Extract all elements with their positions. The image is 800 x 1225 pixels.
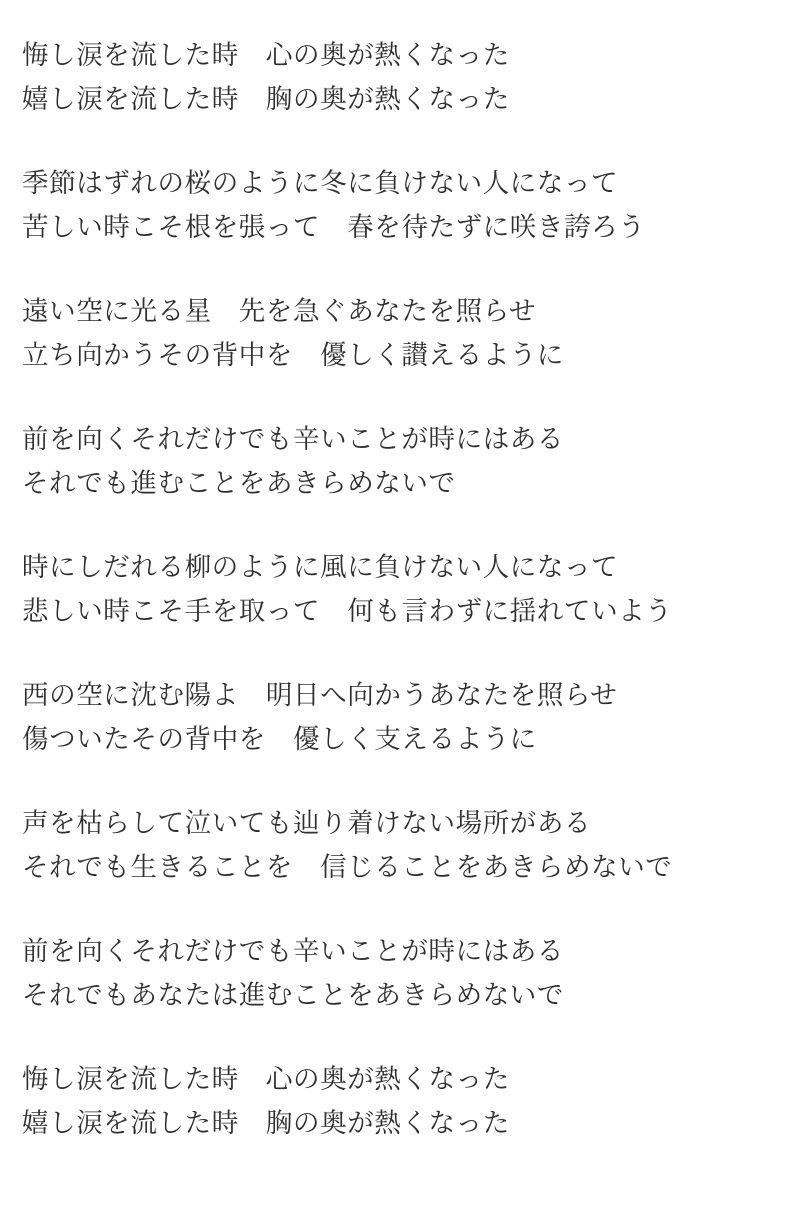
lyrics-line: 悔し涙を流した時 心の奥が熱くなった [22,40,510,71]
lyrics-stanza [22,290,778,378]
lyrics-stanza [22,418,778,506]
lyrics-stanza [22,802,778,890]
lyrics-line: 苦しい時こそ根を張って 春を待たずに咲き誇ろう [22,212,646,243]
lyrics-line: 西の空に沈む陽よ 明日へ向かうあなたを照らせ [22,680,618,711]
lyrics-stanza [22,34,778,122]
lyrics-stanza [22,162,778,250]
lyrics-stanza [22,930,778,1018]
lyrics-line: 前を向くそれだけでも辛いことが時にはある [22,424,564,455]
lyrics-stanza [22,546,778,634]
lyrics-line: 立ち向かうその背中を 優しく讃えるように [22,340,564,371]
lyrics-line: それでも進むことをあきらめないで [22,468,456,499]
lyrics-line: 悔し涙を流した時 心の奥が熱くなった [22,1064,510,1095]
lyrics-line: それでもあなたは進むことをあきらめないで [22,980,564,1011]
lyrics-line: 傷ついたその背中を 優しく支えるように [22,724,537,755]
lyrics-line: 季節はずれの桜のように冬に負けない人になって [22,168,619,199]
lyrics-line: 遠い空に光る星 先を急ぐあなたを照らせ [22,296,537,327]
lyrics-line: 嬉し涙を流した時 胸の奥が熱くなった [22,1108,510,1139]
lyrics-stanza [22,674,778,762]
lyrics-line: 声を枯らして泣いても辿り着けない場所がある [22,808,592,839]
lyrics-line: 時にしだれる柳のように風に負けない人になって [22,552,619,583]
lyrics-line: それでも生きることを 信じることをあきらめないで [22,852,673,883]
lyrics-line: 悲しい時こそ手を取って 何も言わずに揺れていよう [22,596,673,627]
lyrics-line: 前を向くそれだけでも辛いことが時にはある [22,936,564,967]
lyrics-stanza [22,1058,778,1146]
lyrics-line: 嬉し涙を流した時 胸の奥が熱くなった [22,84,510,115]
lyrics-body [22,34,778,1146]
